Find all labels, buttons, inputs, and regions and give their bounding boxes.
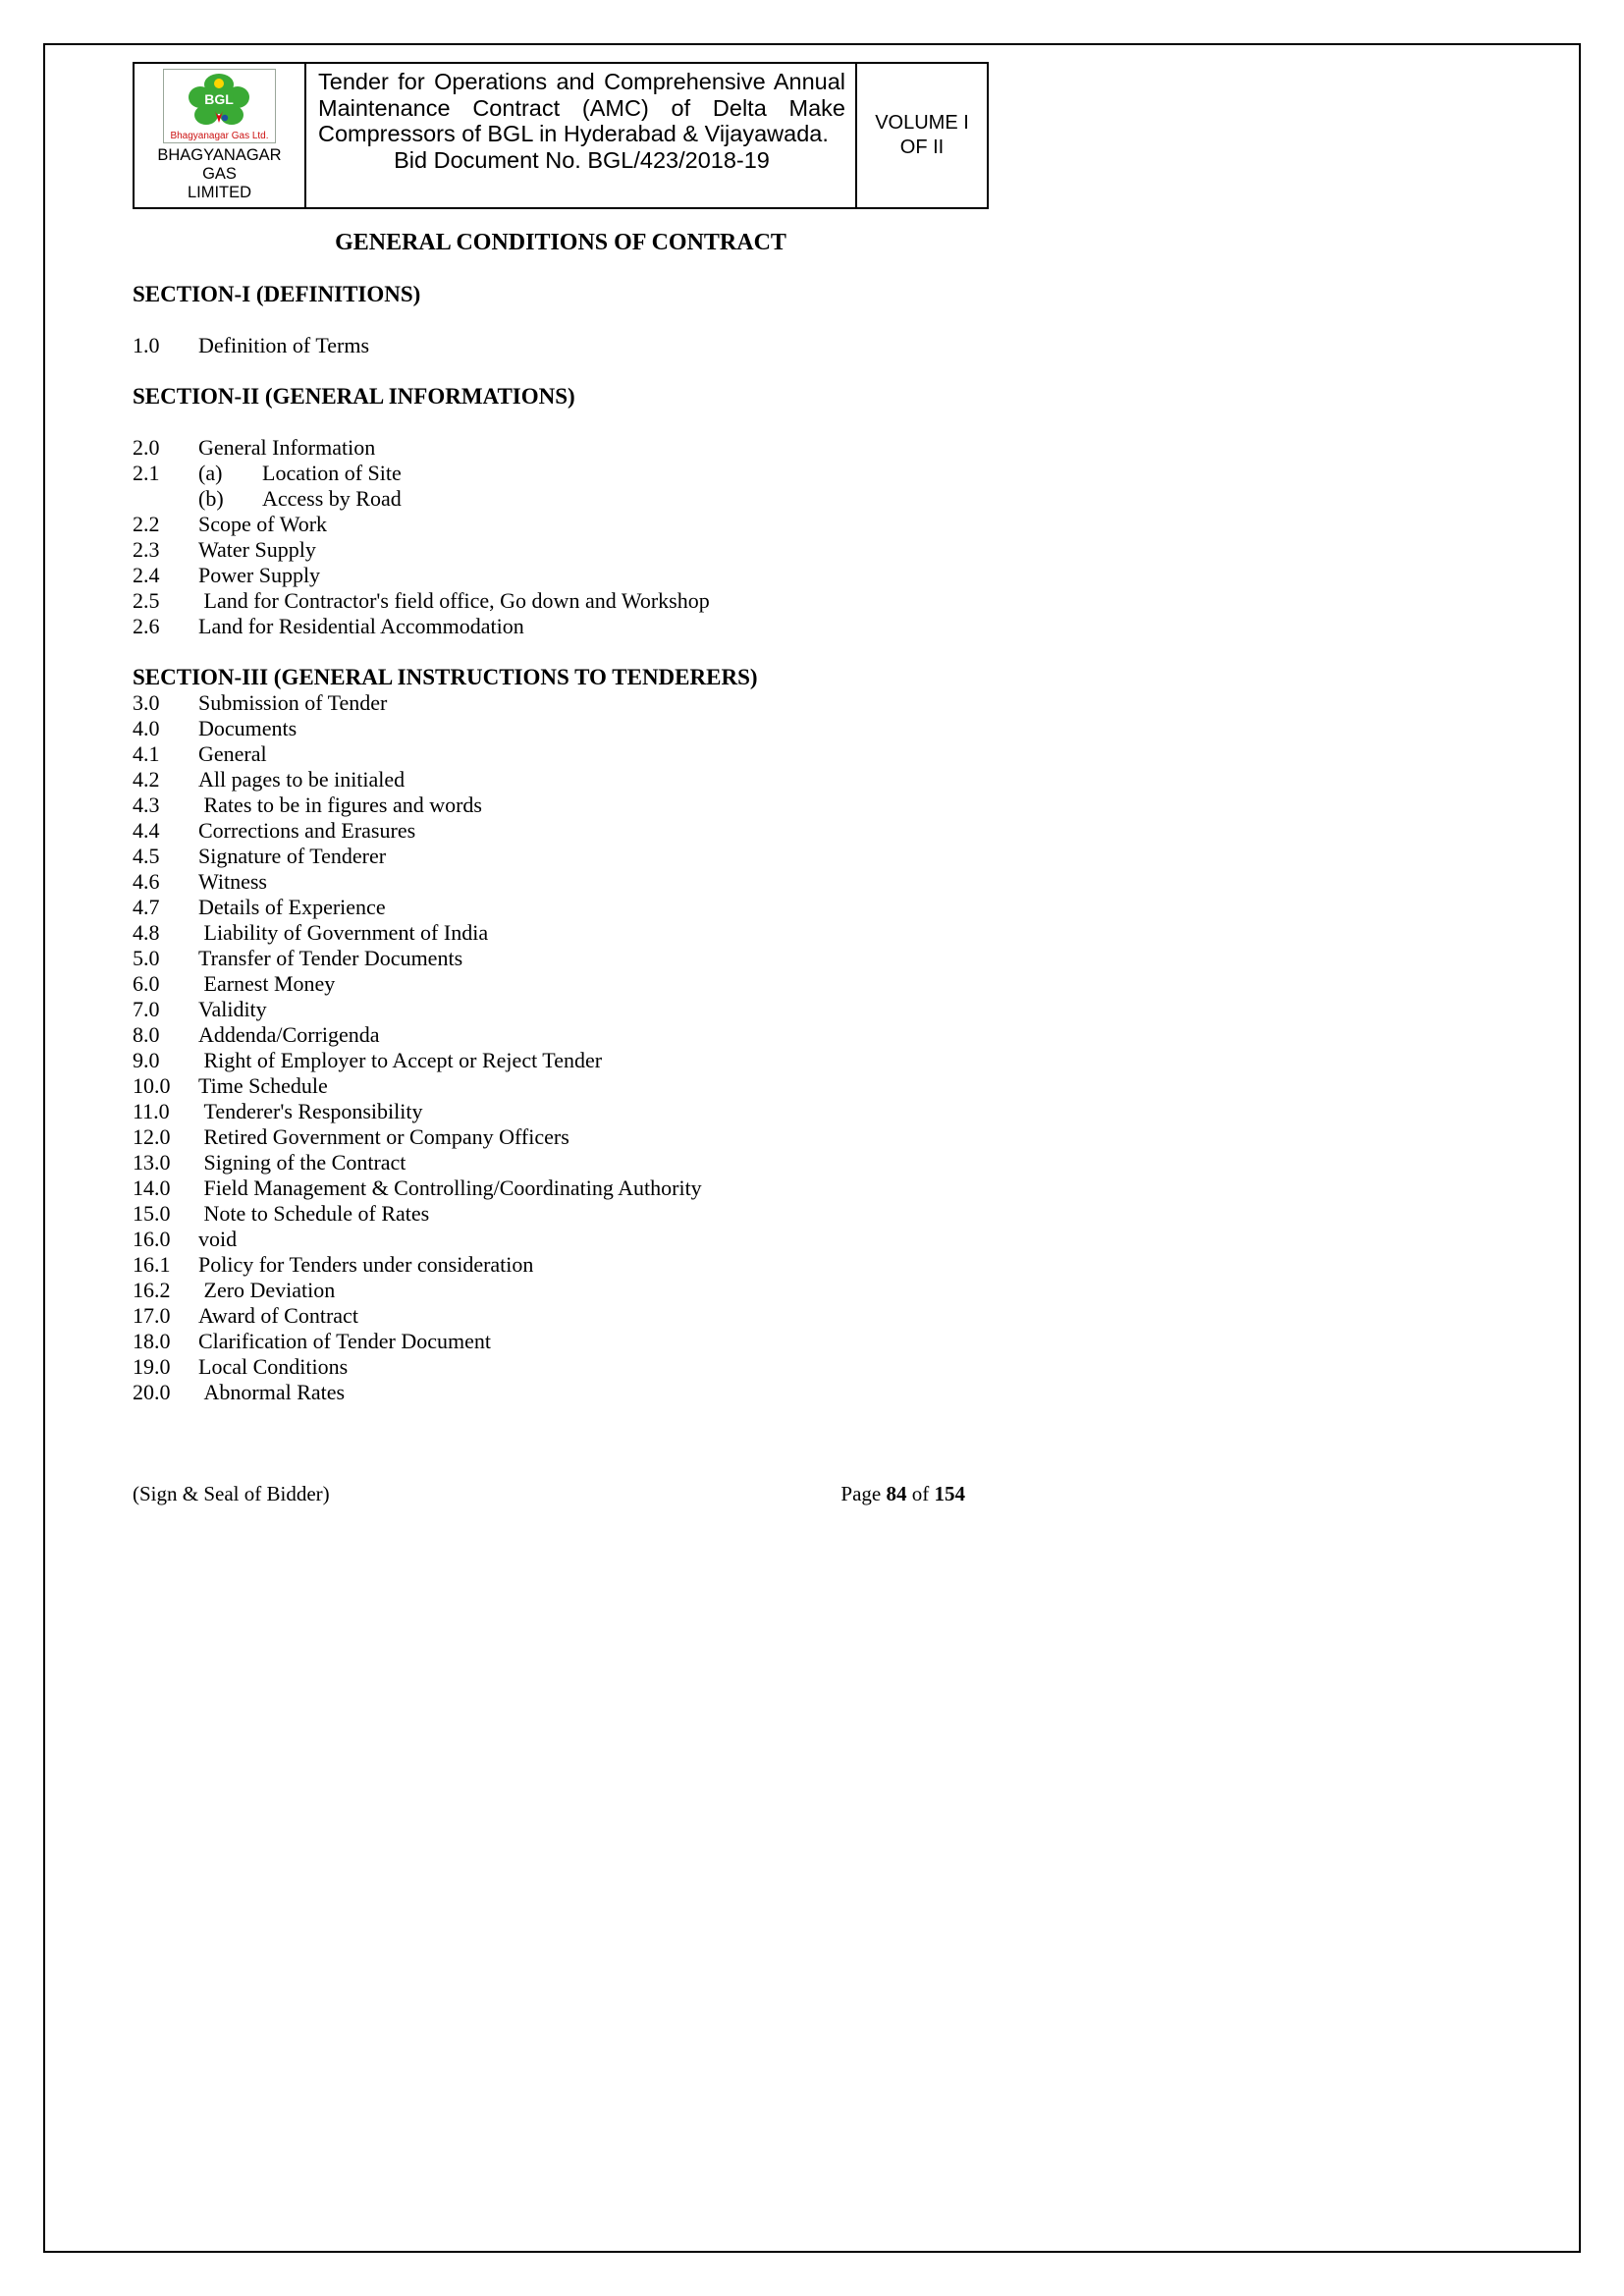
item-label: void (198, 1227, 238, 1251)
toc-row (133, 1048, 989, 1073)
item-number: 1.0 (133, 333, 160, 357)
toc-row (133, 1201, 989, 1227)
company-logo (163, 69, 275, 143)
item-label: Submission of Tender (198, 690, 388, 715)
item-label: Note to Schedule of Rates (198, 1201, 430, 1226)
item-subletter: (a) (198, 461, 223, 485)
item-subletter: (b) (198, 486, 224, 511)
page-of: of (906, 1482, 935, 1505)
item-number: 8.0 (133, 1022, 160, 1047)
item-label: Witness (198, 869, 267, 894)
item-label: Retired Government or Company Officers (198, 1124, 569, 1149)
item-label: Definition of Terms (198, 333, 370, 357)
toc-row (133, 1227, 989, 1252)
item-label: Signing of the Contract (198, 1150, 406, 1175)
logo-cell (135, 64, 306, 207)
item-label: Details of Experience (198, 895, 386, 919)
tender-title: Tender for Operations and Comprehensive Annual Maintenance Contract (AMC) of Delta Make Compressors of BGL in Hyderabad & Vijayawada. (318, 69, 845, 146)
bid-number: Bid Document No. BGL/423/2018-19 (394, 146, 770, 173)
item-label: Policy for Tenders under consideration (198, 1252, 534, 1277)
toc-row (133, 793, 989, 818)
item-label: All pages to be initialed (198, 767, 406, 792)
item-number: 3.0 (133, 690, 160, 715)
item-number: 2.6 (133, 614, 160, 638)
page-prefix: Page (840, 1482, 887, 1505)
toc-row (133, 1124, 989, 1150)
item-label: General Information (198, 435, 376, 460)
toc-row (133, 767, 989, 793)
toc-row (133, 333, 989, 358)
doc-title: GENERAL CONDITIONS OF CONTRACT (335, 230, 786, 255)
item-number: 16.0 (133, 1227, 171, 1251)
item-number: 4.1 (133, 741, 160, 766)
item-number: 4.3 (133, 793, 160, 817)
volume-line2: OF II (899, 137, 945, 158)
item-number: 5.0 (133, 946, 160, 970)
item-number: 2.5 (133, 588, 160, 613)
logo-tagline: Bhagyanagar Gas Ltd. (170, 131, 269, 141)
item-number: 2.4 (133, 563, 160, 587)
toc-row (133, 1099, 989, 1124)
item-label: General (198, 741, 267, 766)
item-number: 4.7 (133, 895, 160, 919)
item-number: 15.0 (133, 1201, 171, 1226)
item-label: Tenderer's Responsibility (198, 1099, 423, 1123)
item-label: Validity (198, 997, 267, 1021)
item-number: 16.1 (133, 1252, 171, 1277)
item-number: 11.0 (133, 1099, 170, 1123)
item-number: 2.1 (133, 461, 160, 485)
sign-seal-note: (Sign & Seal of Bidder) (133, 1482, 330, 1505)
toc-row (133, 971, 989, 997)
toc-row (133, 741, 989, 767)
toc-row (133, 1380, 989, 1405)
item-label: Liability of Government of India (198, 920, 489, 945)
toc-row (133, 614, 989, 639)
header-title-cell (306, 64, 857, 207)
page-indicator (840, 1482, 965, 1506)
toc-row (133, 461, 989, 486)
item-label: Rates to be in figures and words (198, 793, 482, 817)
toc-row (133, 1278, 989, 1303)
toc-row (133, 512, 989, 537)
item-number: 2.0 (133, 435, 160, 460)
item-number: 4.4 (133, 818, 160, 843)
toc-row (133, 1329, 989, 1354)
item-label: Zero Deviation (198, 1278, 336, 1302)
item-label: Abnormal Rates (198, 1380, 346, 1404)
item-number: 17.0 (133, 1303, 171, 1328)
item-number: 16.2 (133, 1278, 171, 1302)
section-heading: SECTION-I (DEFINITIONS) (133, 282, 421, 306)
item-label: Location of Site (262, 461, 402, 485)
item-label: Earnest Money (198, 971, 336, 996)
volume-cell (857, 64, 987, 207)
item-label: Signature of Tenderer (198, 844, 387, 868)
item-number: 2.2 (133, 512, 160, 536)
item-label: Scope of Work (198, 512, 328, 536)
item-label: Field Management & Controlling/Coordinating Authority (198, 1175, 702, 1200)
item-label: Addenda/Corrigenda (198, 1022, 380, 1047)
volume-line1: VOLUME I (875, 112, 969, 134)
item-number: 18.0 (133, 1329, 171, 1353)
item-label: Power Supply (198, 563, 321, 587)
toc-sections (133, 282, 989, 1405)
toc-row (133, 435, 989, 461)
item-label: Clarification of Tender Document (198, 1329, 492, 1353)
logo-acronym: BGL (204, 91, 235, 107)
toc-row (133, 1252, 989, 1278)
toc-row (133, 537, 989, 563)
item-number: 13.0 (133, 1150, 171, 1175)
toc-row (133, 1354, 989, 1380)
toc-row (133, 716, 989, 741)
toc-row (133, 920, 989, 946)
toc-row (133, 563, 989, 588)
item-number: 12.0 (133, 1124, 171, 1149)
item-number: 4.8 (133, 920, 160, 945)
item-number: 7.0 (133, 997, 160, 1021)
item-label: Documents (198, 716, 298, 740)
org-name-line2: LIMITED (187, 184, 252, 201)
bgl-logo-icon (182, 72, 256, 131)
item-label: Access by Road (262, 486, 402, 511)
section-heading: SECTION-II (GENERAL INFORMATIONS) (133, 384, 575, 409)
page-number: 84 (886, 1482, 907, 1505)
item-label: Right of Employer to Accept or Reject Tender (198, 1048, 603, 1072)
item-number: 9.0 (133, 1048, 160, 1072)
org-name (138, 146, 300, 202)
toc-row (133, 690, 989, 716)
toc-row (133, 486, 989, 512)
item-label: Transfer of Tender Documents (198, 946, 463, 970)
page-total: 154 (934, 1482, 965, 1505)
toc-row (133, 997, 989, 1022)
item-number: 4.5 (133, 844, 160, 868)
item-label: Local Conditions (198, 1354, 349, 1379)
toc-row (133, 818, 989, 844)
toc-row (133, 946, 989, 971)
org-name-line1: BHAGYANAGAR GAS (157, 146, 282, 183)
item-number: 10.0 (133, 1073, 171, 1098)
item-number: 6.0 (133, 971, 160, 996)
item-label: Corrections and Erasures (198, 818, 416, 843)
item-number (133, 486, 198, 512)
page-content (133, 62, 989, 1506)
item-label: Water Supply (198, 537, 316, 562)
item-label: Land for Residential Accommodation (198, 614, 524, 638)
item-label: Award of Contract (198, 1303, 358, 1328)
item-number: 4.6 (133, 869, 160, 894)
toc-row (133, 869, 989, 895)
item-number: 4.2 (133, 767, 160, 792)
item-number: 4.0 (133, 716, 160, 740)
item-number: 19.0 (133, 1354, 171, 1379)
item-number: 20.0 (133, 1380, 171, 1404)
item-label: Land for Contractor's field office, Go down and Workshop (198, 588, 710, 613)
header-table (133, 62, 989, 209)
toc-row (133, 1073, 989, 1099)
toc-row (133, 1303, 989, 1329)
item-number: 2.3 (133, 537, 160, 562)
toc-row (133, 1175, 989, 1201)
toc-row (133, 895, 989, 920)
section-heading: SECTION-III (GENERAL INSTRUCTIONS TO TENDERERS) (133, 665, 758, 689)
toc-row (133, 844, 989, 869)
toc-row (133, 1022, 989, 1048)
footer (133, 1482, 965, 1506)
item-number: 14.0 (133, 1175, 171, 1200)
item-label: Time Schedule (198, 1073, 328, 1098)
toc-row (133, 1150, 989, 1175)
toc-row (133, 588, 989, 614)
